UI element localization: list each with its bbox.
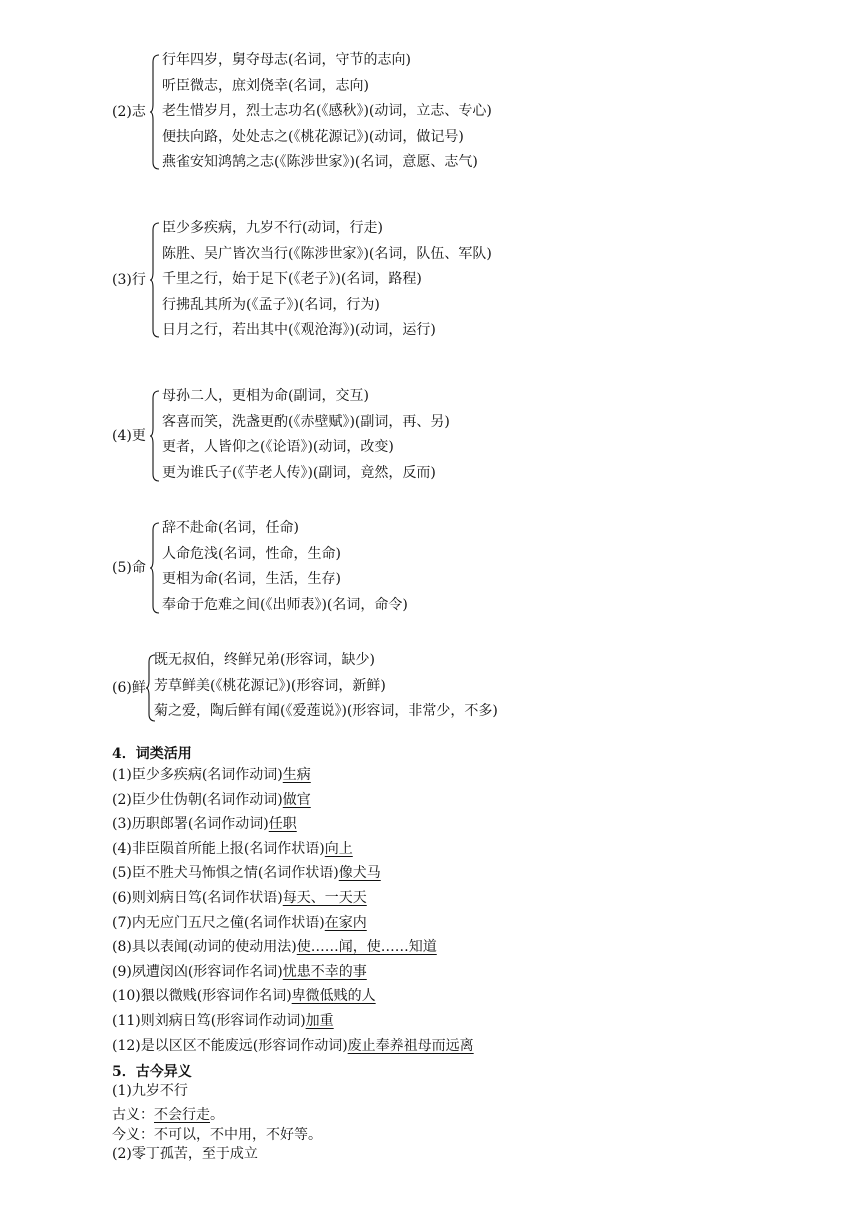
list-item: 日月之行，若出其中(《观沧海》)(动词，运行) (162, 322, 436, 338)
list-item: 老生惜岁月，烈士志功名(《感秋》)(动词，立志、专心) (162, 103, 492, 119)
answer-text: 加重 (305, 1012, 334, 1029)
question-text: (7)内无应门五尺之僮(名词作状语) (112, 914, 325, 931)
definition-ancient (112, 1105, 224, 1125)
list-item (112, 814, 474, 839)
punctuation: 。 (210, 1107, 224, 1123)
list-item (112, 888, 474, 913)
list-item: 更为谁氏子(《芋老人传》)(副词，竟然，反而) (162, 464, 436, 481)
answer-text: 不会行走 (154, 1107, 210, 1123)
list-item (112, 913, 474, 938)
answer-text: 卑微低贱的人 (291, 988, 376, 1005)
question-text: (10)猥以微贱(形容词作名词) (112, 988, 292, 1005)
answer-text: 生病 (282, 767, 311, 783)
group-head: (4)更 (112, 428, 146, 444)
answer-text: 做官 (282, 791, 311, 808)
list-item: 更者，人皆仰之(《论语》)(动词，改变) (162, 439, 394, 455)
list-item: 行年四岁，舅夺母志(名词，守节的志向) (162, 52, 411, 68)
usage-list (112, 765, 474, 1060)
list-item (112, 839, 474, 864)
question-text: (4)非臣陨首所能上报(名词作状语) (112, 840, 325, 857)
list-item (112, 937, 474, 962)
question-text: (9)夙遭闵凶(形容词作名词) (112, 963, 283, 980)
list-item (112, 986, 474, 1011)
answer-text: 像犬马 (338, 865, 381, 882)
definition-modern: 今义：不可以，不中用，不好等。 (112, 1127, 322, 1143)
section-title: 5．古今异义 (112, 1064, 192, 1080)
list-item: 听臣微志，庶刘侥幸(名词，志向) (162, 77, 369, 94)
list-item (112, 790, 474, 815)
section-title: 4．词类活用 (112, 746, 192, 762)
group-head: (2)志 (112, 104, 146, 120)
question-text: (1)臣少多疾病(名词作动词) (112, 767, 283, 783)
list-item: 芳草鲜美(《桃花源记》)(形容词，新鲜) (154, 677, 386, 694)
list-item: 菊之爱，陶后鲜有闻(《爱莲说》)(形容词，非常少，不多) (154, 703, 498, 719)
list-item: 陈胜、吴广皆次当行(《陈涉世家》)(名词，队伍、军队) (162, 245, 492, 262)
answer-text: 每天、一天天 (282, 889, 367, 906)
list-item (112, 1011, 474, 1036)
answer-text: 任职 (268, 816, 297, 833)
list-item: 人命危浅(名词，性命，生命) (162, 545, 341, 562)
question-text: (5)臣不胜犬马怖惧之情(名词作状语) (112, 865, 339, 882)
question-text: (2)臣少仕伪朝(名词作动词) (112, 791, 283, 808)
list-item: 更相为命(名词，生活，生存) (162, 571, 341, 587)
question-text: (3)历职郎署(名词作动词) (112, 816, 269, 833)
list-item (112, 863, 474, 888)
brace-icon (150, 54, 160, 170)
list-item: 母孙二人，更相为命(副词，交互) (162, 388, 369, 404)
list-item (112, 962, 474, 987)
definition-label: 古义： (112, 1107, 154, 1123)
answer-text: 使……闻，使……知道 (296, 939, 437, 956)
list-item: (2)零丁孤苦，至于成立 (112, 1146, 258, 1162)
group-head: (6)鲜 (112, 680, 146, 696)
answer-text: 向上 (324, 840, 353, 857)
brace-icon (150, 222, 160, 338)
list-item: 既无叔伯，终鲜兄弟(形容词，缺少) (154, 652, 375, 668)
brace-icon (150, 522, 160, 614)
group-head: (5)命 (112, 560, 146, 576)
list-item: 奉命于危难之间(《出师表》)(名词，命令) (162, 596, 408, 613)
answer-text: 忧患不幸的事 (282, 963, 367, 980)
list-item: 臣少多疾病，九岁不行(动词，行走) (162, 220, 383, 236)
list-item: 千里之行，始于足下(《老子》)(名词，路程) (162, 271, 422, 287)
list-item: 燕雀安知鸿鹄之志(《陈涉世家》)(名词，意愿、志气) (162, 154, 478, 170)
list-item: (1)九岁不行 (112, 1083, 188, 1099)
question-text: (12)是以区区不能废远(形容词作动词) (112, 1037, 348, 1054)
list-item: 辞不赴命(名词，任命) (162, 520, 299, 536)
list-item: 便扶向路，处处志之(《桃花源记》)(动词，做记号) (162, 128, 464, 145)
answer-text: 废止奉养祖母而远离 (347, 1037, 474, 1054)
question-text: (8)具以表闻(动词的使动用法) (112, 939, 297, 956)
group-head: (3)行 (112, 272, 146, 288)
brace-icon (150, 390, 160, 482)
list-item: 行拂乱其所为(《孟子》)(名词，行为) (162, 296, 380, 313)
question-text: (11)则刘病日笃(形容词作动词) (112, 1012, 306, 1029)
answer-text: 在家内 (324, 914, 367, 931)
list-item (112, 1036, 474, 1061)
list-item: 客喜而笑，洗盏更酌(《赤壁赋》)(副词，再、另) (162, 413, 450, 430)
question-text: (6)则刘病日笃(名词作状语) (112, 889, 283, 906)
list-item (112, 765, 474, 790)
